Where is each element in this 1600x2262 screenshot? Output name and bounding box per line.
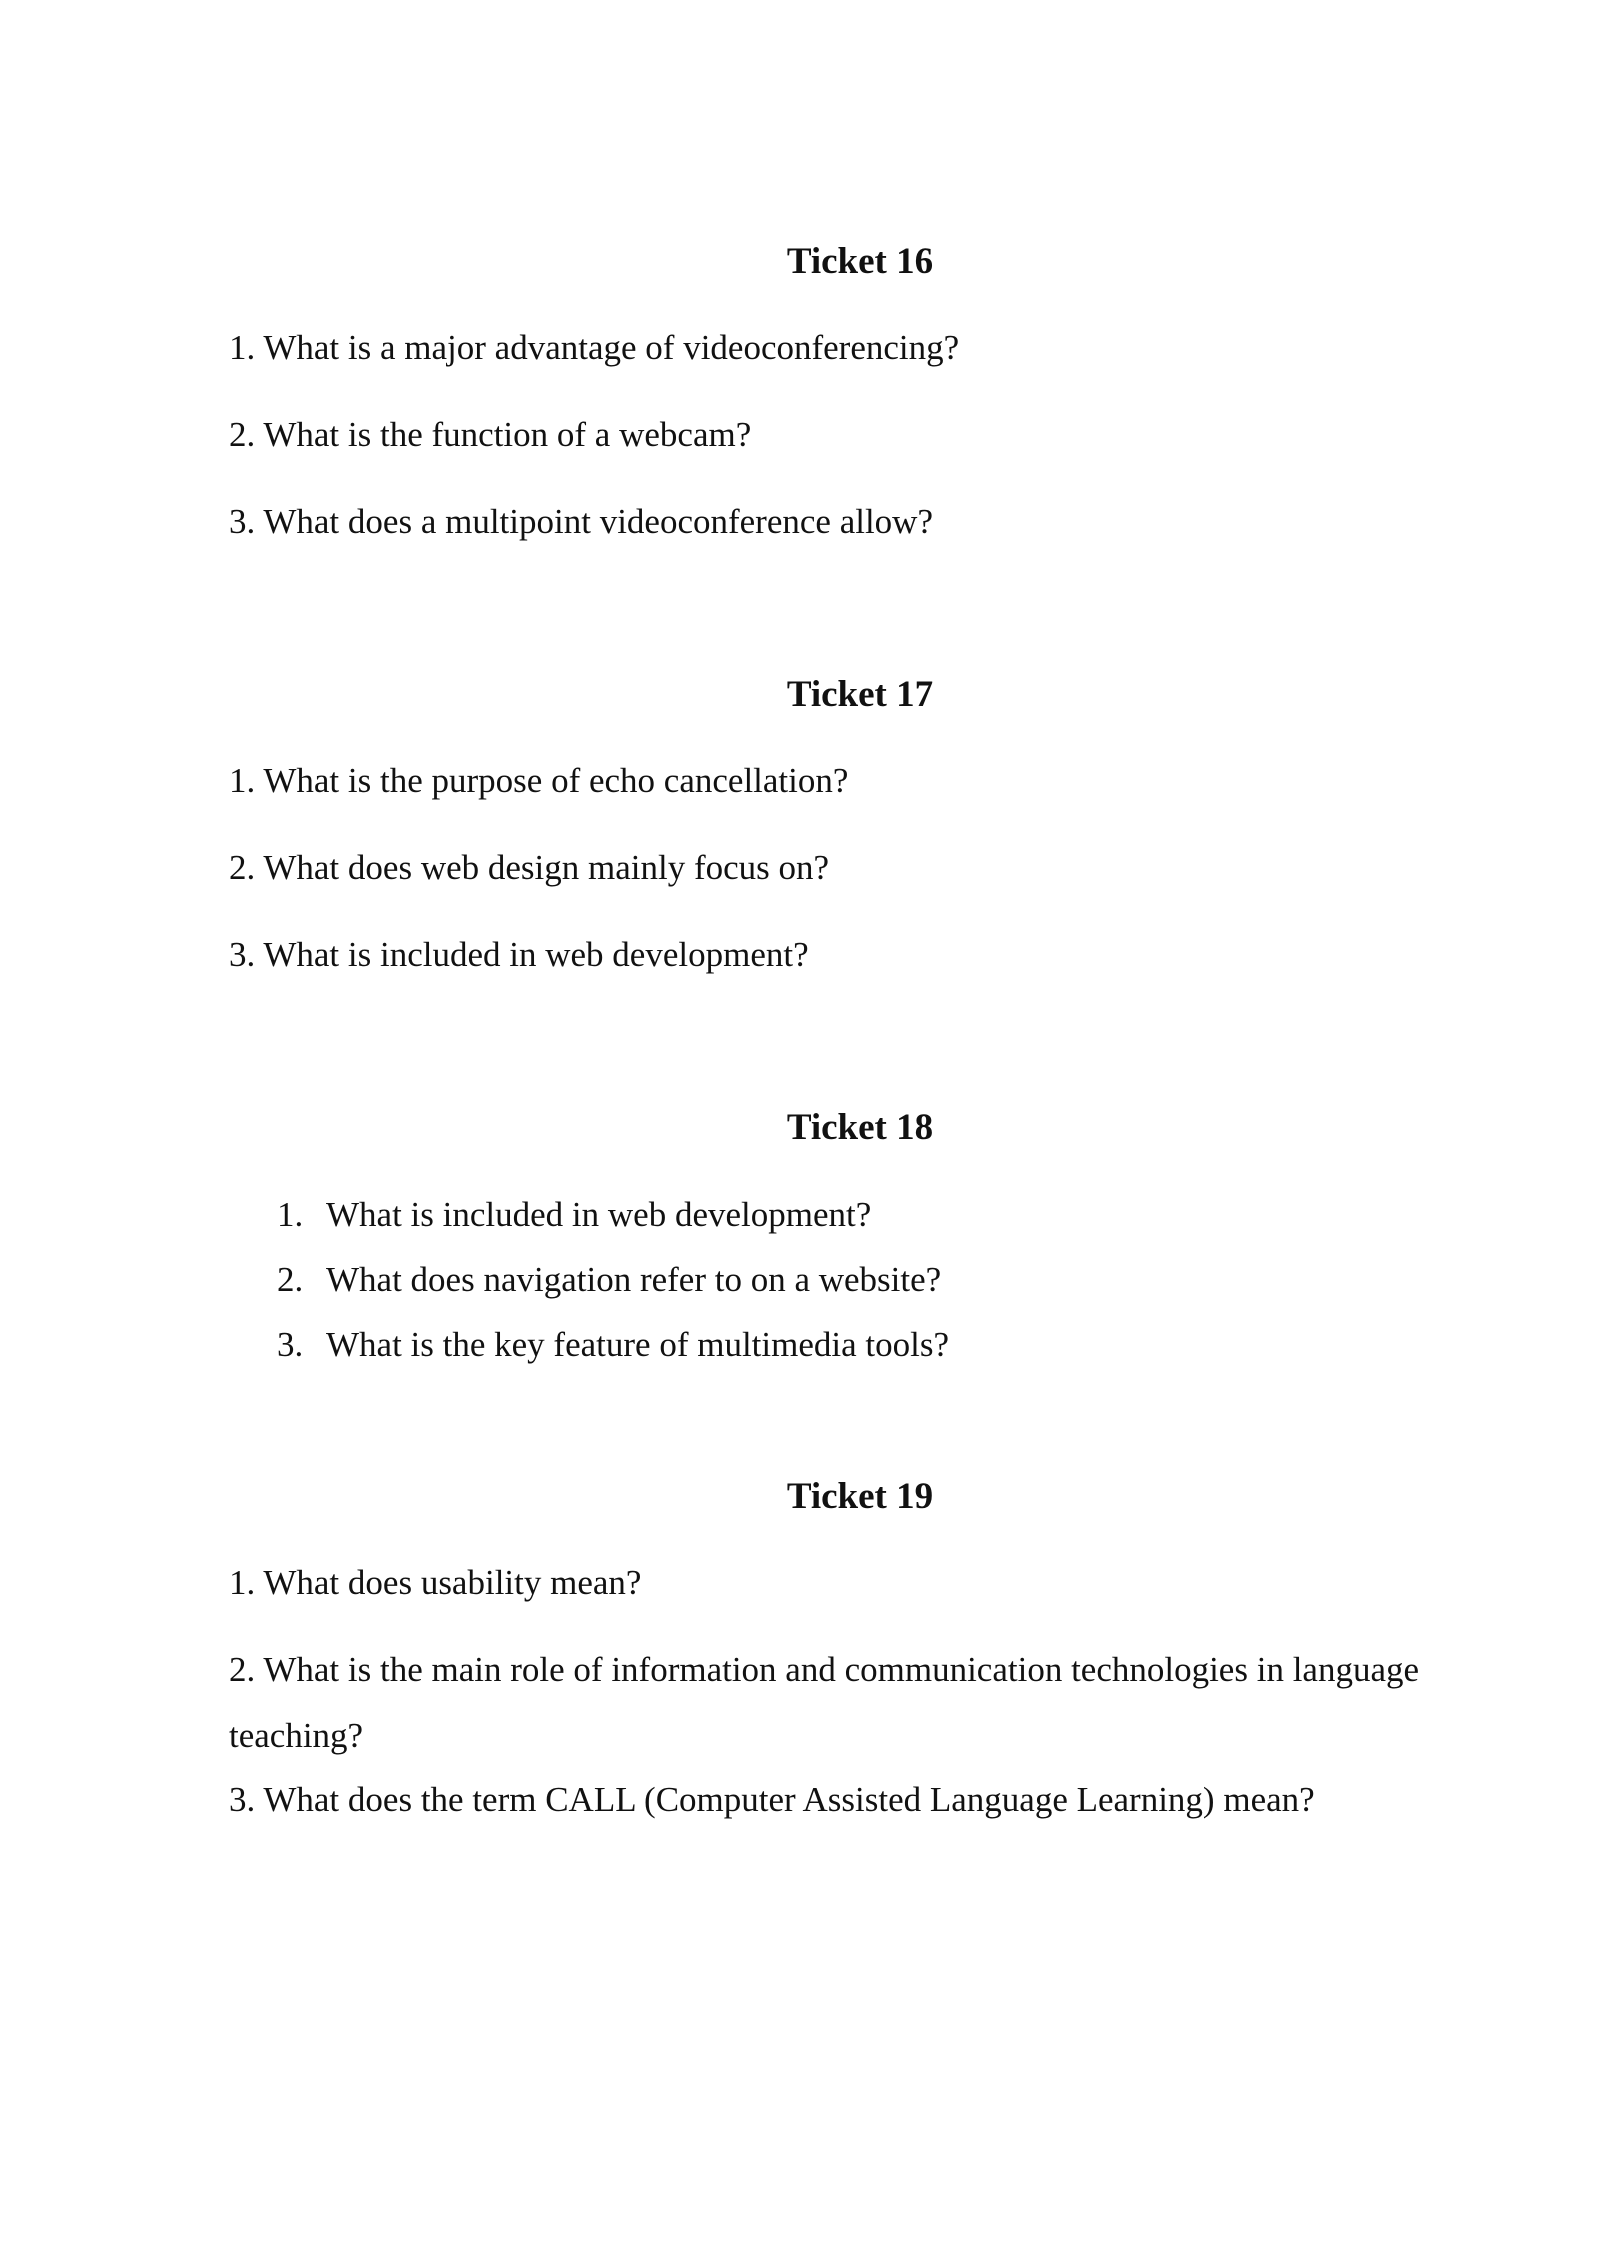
- ticket-title: Ticket 19: [786, 1476, 934, 1517]
- question: 2. What is the function of a webcam?: [229, 415, 752, 454]
- question: What is the key feature of multimedia tools?: [326, 1325, 949, 1364]
- question: 1. What does usability mean?: [229, 1563, 642, 1602]
- question: 2. What is the main role of information and communication technologies in language teaching?: [229, 1650, 1420, 1755]
- question: 3. What does the term CALL (Computer Assisted Language Learning) mean?: [229, 1780, 1315, 1819]
- ticket-title: Ticket 16: [786, 241, 934, 282]
- list-number: 2.: [277, 1260, 304, 1299]
- list-number: 1.: [277, 1195, 304, 1234]
- question: 3. What is included in web development?: [229, 935, 809, 974]
- question: 1. What is the purpose of echo cancellation?: [229, 761, 849, 800]
- question: 2. What does web design mainly focus on?: [229, 848, 830, 887]
- question: What does navigation refer to on a website?: [326, 1260, 942, 1299]
- ticket-title: Ticket 17: [786, 674, 934, 715]
- question: 3. What does a multipoint videoconference allow?: [229, 502, 933, 541]
- question: What is included in web development?: [326, 1195, 872, 1234]
- list-number: 3.: [277, 1325, 304, 1364]
- ticket-title: Ticket 18: [786, 1107, 934, 1148]
- question: 1. What is a major advantage of videoconferencing?: [229, 328, 960, 367]
